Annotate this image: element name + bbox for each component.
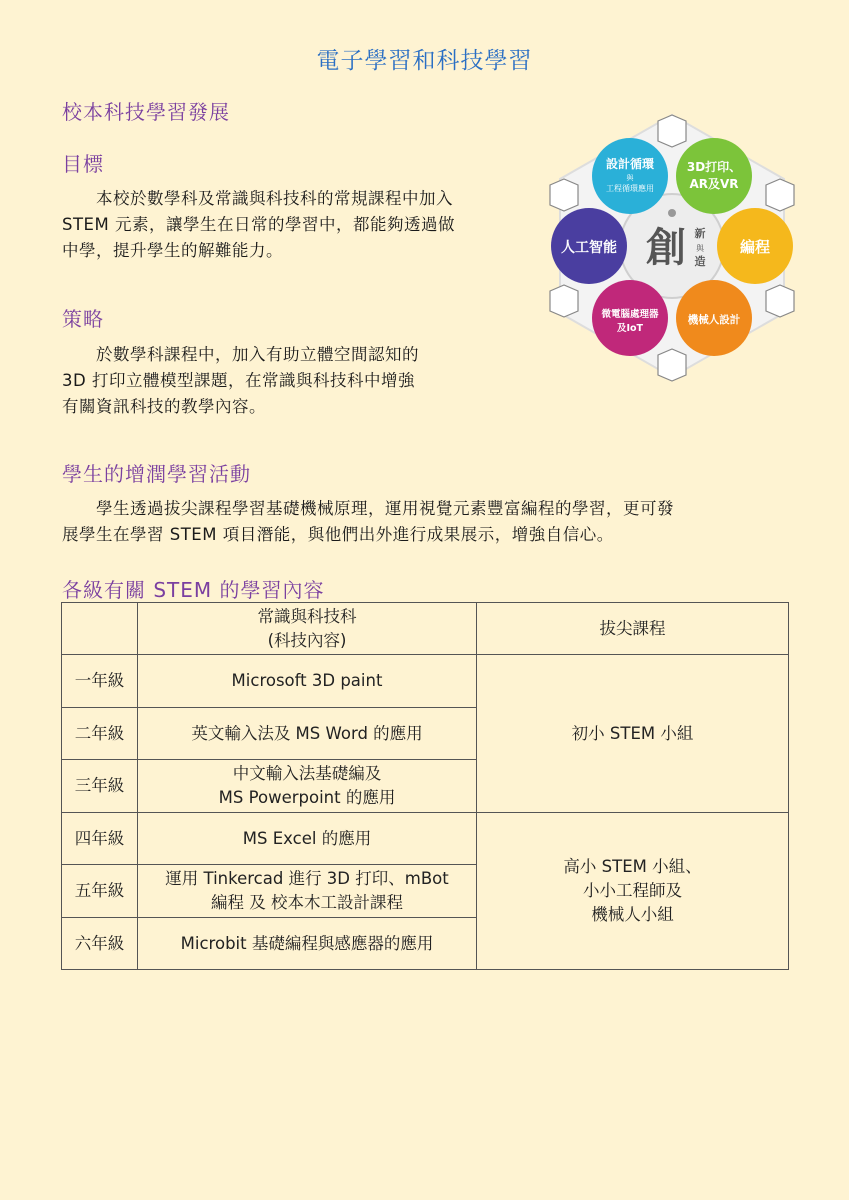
header-gs-tech [138, 603, 477, 655]
table-row [62, 655, 789, 708]
strategy-line-3: 有關資訊科技的教學內容。 [62, 397, 266, 416]
content-line: 編程 及 校本木工設計課程 [211, 893, 403, 912]
enrichment-line-1: 學生透過拔尖課程學習基礎機械原理，運用視覺元素豐富編程的學習，更可發 [96, 499, 674, 518]
segment-sub-design-2: 工程循環應用 [606, 184, 654, 193]
content-line: 中文輸入法基礎編及 [232, 764, 382, 783]
goal-paragraph [62, 186, 455, 264]
content-line: 英文輸入法及 MS Word 的應用 [191, 723, 423, 743]
content-line: Microbit 基礎編程與感應器的應用 [180, 933, 434, 953]
goal-heading: 目標 [62, 152, 104, 176]
enrichment-line-2: 展學生在學習 STEM 項目潛能，與他們出外進行成果展示，增強自信心。 [62, 525, 614, 544]
content-cell [138, 760, 477, 813]
header-gs-line1: 常識與科技科 [257, 606, 357, 626]
center-side-top: 新 [694, 227, 706, 240]
segment-label-robot: 機械人設計 [687, 314, 741, 326]
content-line: Microsoft 3D paint [231, 671, 383, 690]
grade-cell: 六年級 [62, 918, 138, 970]
segment-label-micro: 微電腦處理器 [601, 309, 659, 320]
content-cell [138, 918, 477, 970]
senior-line: 機械人小組 [591, 905, 674, 924]
content-cell [138, 655, 477, 708]
grade-cell: 二年級 [62, 708, 138, 760]
segment-3d-printing [676, 138, 752, 214]
star-icon [668, 209, 676, 217]
segment-label-3d: 3D打印、 [686, 160, 742, 174]
content-line: MS Powerpoint 的應用 [218, 788, 396, 807]
content-cell [138, 865, 477, 918]
header-enrichment: 拔尖課程 [477, 603, 789, 655]
page-title: 電子學習和科技學習 [316, 48, 533, 74]
segment-label-coding: 編程 [739, 238, 771, 256]
segment-sub-micro: 及IoT [616, 323, 644, 334]
enrichment-paragraph [62, 496, 674, 548]
goal-line-1: 本校於數學科及常識與科技科的常規課程中加入 [96, 189, 453, 208]
senior-line: 小小工程師及 [583, 881, 682, 900]
content-cell [138, 813, 477, 865]
header-gs-line2: (科技內容) [267, 630, 347, 650]
segment-label-ai: 人工智能 [561, 240, 617, 256]
strategy-heading: 策略 [62, 307, 104, 331]
senior-line: 高小 STEM 小組、 [563, 857, 702, 876]
strategy-paragraph [62, 342, 419, 420]
segment-label-design: 設計循環 [605, 157, 655, 171]
grade-cell: 四年級 [62, 813, 138, 865]
segment-sub-design-1: 與 [626, 174, 634, 182]
goal-line-3: 中學，提升學生的解難能力。 [62, 241, 283, 260]
senior-stem-cell [477, 813, 789, 970]
section-heading-school-tech: 校本科技學習發展 [62, 100, 230, 124]
segment-sub-3d: AR及VR [689, 177, 739, 191]
goal-line-2: STEM 元素，讓學生在日常的學習中，都能夠透過做 [62, 215, 455, 234]
junior-stem-cell: 初小 STEM 小組 [477, 655, 789, 813]
strategy-line-2: 3D 打印立體模型課題，在常識與科技科中增強 [62, 371, 415, 390]
grade-cell: 三年級 [62, 760, 138, 813]
stem-innovation-graphic [548, 113, 796, 385]
table-row [62, 813, 789, 865]
grade-cell: 一年級 [62, 655, 138, 708]
content-line: MS Excel 的應用 [242, 828, 372, 848]
stem-content-table [61, 602, 789, 970]
grade-cell: 五年級 [62, 865, 138, 918]
content-cell [138, 708, 477, 760]
strategy-line-1: 於數學科課程中，加入有助立體空間認知的 [96, 345, 419, 364]
table-header-row [62, 603, 789, 655]
content-line: 運用 Tinkercad 進行 3D 打印、mBot [165, 869, 449, 888]
enrichment-heading: 學生的增潤學習活動 [62, 462, 251, 486]
header-grade [62, 603, 138, 655]
center-side-bot: 造 [694, 255, 706, 268]
stem-content-heading: 各級有關 STEM 的學習內容 [62, 578, 325, 602]
center-main-char: 創 [646, 225, 686, 271]
center-side-mid: 與 [696, 244, 704, 253]
